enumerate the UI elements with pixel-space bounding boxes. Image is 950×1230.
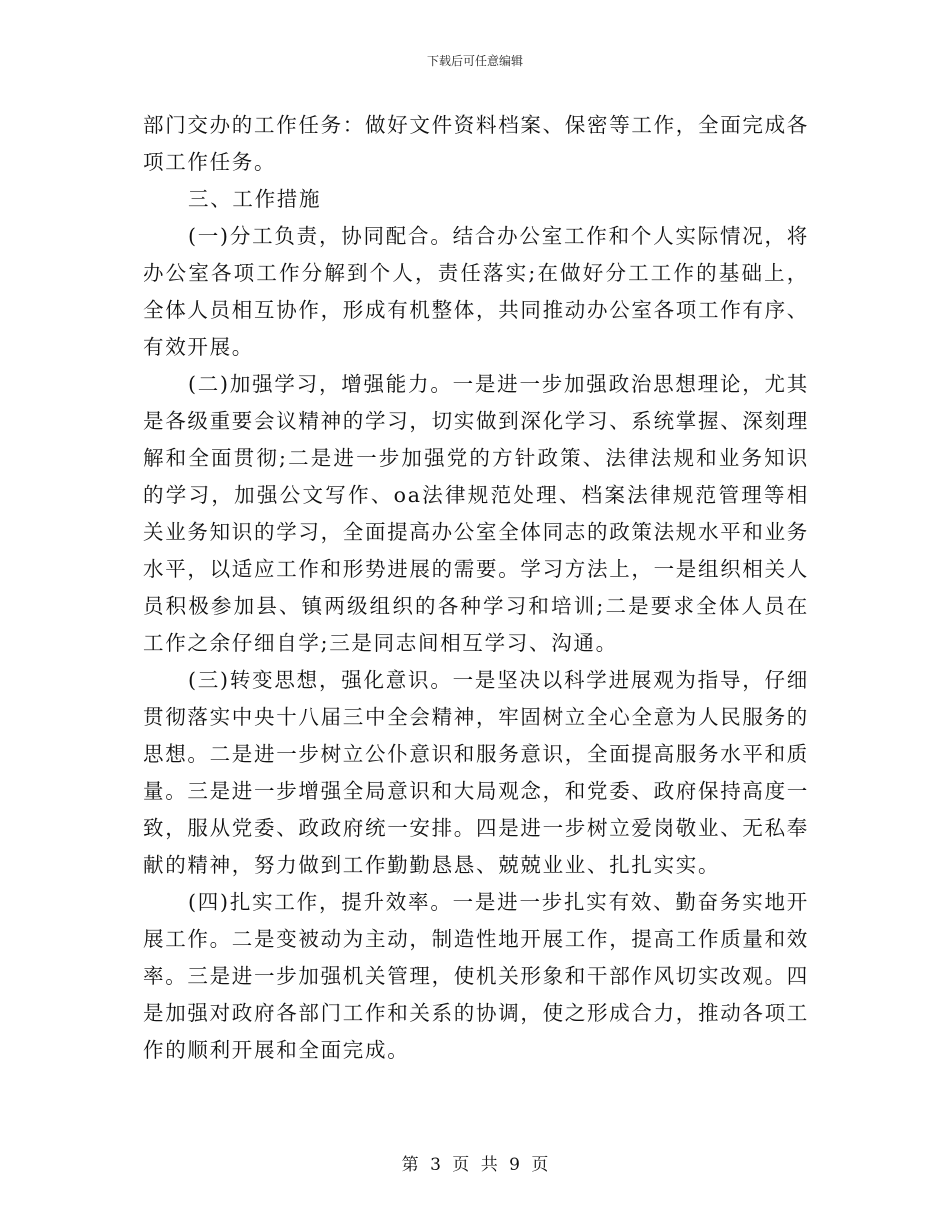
paragraph-measure-3: (三)转变思想，强化意识。一是坚决以科学进展观为指导，仔细贯彻落实中央十八届三中全会精神，牢固树立全心全意为人民服务的思想。二是进一步树立公仆意识和服务意识，全面提高服务水平和质量。三是进一步增强全局意识和大局观念，和党委、政府保持高度一致，服从党委、政政府统一安排。四是进一步树立爱岗敬业、无私奉献的精神，努力做到工作勤勤恳恳、兢兢业业、扎扎实实。 (143, 668, 809, 877)
paragraph-measure-1: (一)分工负责，协同配合。结合办公室工作和个人实际情况，将办公室各项工作分解到个人，责任落实;在做好分工工作的基础上，全体人员相互协作，形成有机整体，共同推动办公室各项工作有序、有效开展。 (143, 224, 809, 359)
paragraph-measure-2: (二)加强学习，增强能力。一是进一步加强政治思想理论，尤其是各级重要会议精神的学习，切实做到深化学习、系统掌握、深刻理解和全面贯彻;二是进一步加强党的方针政策、法律法规和业务知识的学习，加强公文写作、oa法律规范处理、档案法律规范管理等相关业务知识的学习，全面提高办公室全体同志的政策法规水平和业务水平，以适应工作和形势进展的需要。学习方法上，一是组织相关人员积极参加县、镇两级组织的各种学习和培训;二是要求全体人员在工作之余仔细自学;三是同志间相互学习、沟通。 (143, 372, 809, 655)
paragraph-continuation: 部门交办的工作任务：做好文件资料档案、保密等工作，全面完成各项工作任务。 (143, 113, 809, 174)
section-heading: 三、工作措施 (188, 187, 322, 211)
page-header: 下载后可任意编辑 (426, 54, 523, 68)
paragraph-measure-4: (四)扎实工作，提升效率。一是进一步扎实有效、勤奋务实地开展工作。二是变被动为主动，制造性地开展工作，提高工作质量和效率。三是进一步加强机关管理，使机关形象和干部作风切实改观。四是加强对政府各部门工作和关系的协调，使之形成合力，推动各项工作的顺利开展和全面完成。 (143, 890, 809, 1062)
page-number-footer: 第 3 页 共 9 页 (401, 1155, 549, 1175)
document-body (143, 107, 809, 1069)
